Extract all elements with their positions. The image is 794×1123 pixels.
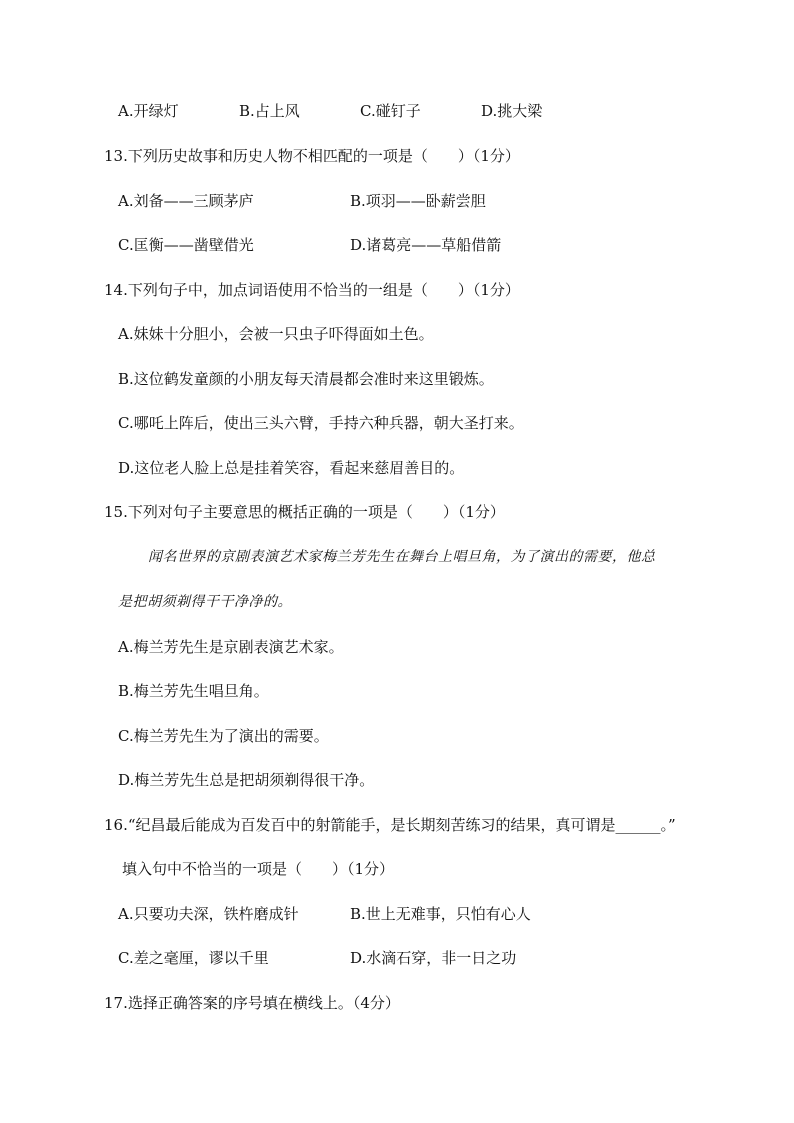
q12-option-d: D.挑大梁 <box>481 102 543 120</box>
q15-option-a: A.梅兰芳先生是京剧表演艺术家。 <box>118 638 344 656</box>
q16-option-a: A.只要功夫深，铁杵磨成针 <box>118 905 299 923</box>
q16-option-d: D.水滴石穿，非一日之功 <box>350 949 517 967</box>
q14-option-d: D.这位老人脸上总是挂着笑容，看起来慈眉善目的。 <box>118 459 465 477</box>
q12-option-c: C.碰钉子 <box>360 102 421 120</box>
q14-option-c: C.哪吒上阵后，使出三头六臂，手持六种兵器，朝大圣打来。 <box>118 414 524 432</box>
q15-option-b: B.梅兰芳先生唱旦角。 <box>118 682 269 700</box>
q15-option-c: C.梅兰芳先生为了演出的需要。 <box>118 727 329 745</box>
q16-option-b: B.世上无难事，只怕有心人 <box>350 905 531 923</box>
q13-option-b: B.项羽——卧薪尝胆 <box>350 192 486 210</box>
q17-stem: 17.选择正确答案的序号填在横线上。（4分） <box>104 994 400 1012</box>
q15-option-d: D.梅兰芳先生总是把胡须剃得很干净。 <box>118 771 375 789</box>
q16-stem: 16.“纪昌最后能成为百发百中的射箭能手，是长期刻苦练习的结果，真可谓是______。” <box>104 816 676 834</box>
q14-stem: 14.下列句子中，加点词语使用不恰当的一组是（ ）（1分） <box>104 281 520 299</box>
q13-option-c: C.匡衡——凿壁借光 <box>118 236 254 254</box>
q14-option-b: B.这位鹤发童颜的小朋友每天清晨都会准时来这里锻炼。 <box>118 370 494 388</box>
q12-option-b: B.占上风 <box>239 102 300 120</box>
q16-sub-stem: 填入句中不恰当的一项是（ ）（1分） <box>122 860 395 878</box>
q14-option-a: A.妹妹十分胆小，会被一只虫子吓得面如土色。 <box>118 325 434 343</box>
q16-option-c: C.差之毫厘，谬以千里 <box>118 949 269 967</box>
q15-quote-line-1: 闻名世界的京剧表演艺术家梅兰芳先生在舞台上唱旦角，为了演出的需要，他总 <box>148 549 656 565</box>
q12-option-a: A.开绿灯 <box>118 102 179 120</box>
q13-stem: 13.下列历史故事和历史人物不相匹配的一项是（ ）（1分） <box>104 147 520 165</box>
q13-option-d: D.诸葛亮——草船借箭 <box>350 236 502 254</box>
q13-option-a: A.刘备——三顾茅庐 <box>118 192 254 210</box>
q15-stem: 15.下列对句子主要意思的概括正确的一项是（ ）（1分） <box>104 503 505 521</box>
q15-quote-line-2: 是把胡须剃得干干净净的。 <box>118 594 292 610</box>
